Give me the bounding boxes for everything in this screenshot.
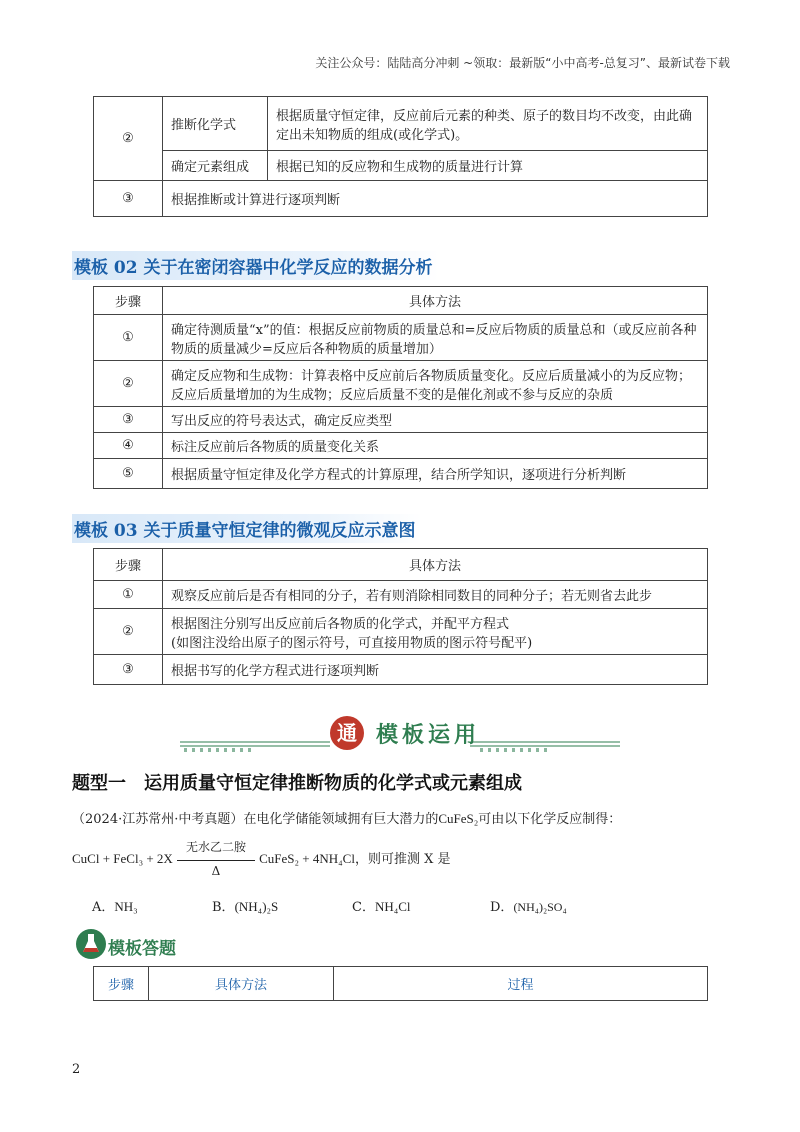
answer-badge-label: 模板答题	[108, 939, 176, 959]
col-header-method: 具体方法	[149, 967, 334, 1001]
option-value: (NH₄)₂SO₄	[513, 900, 567, 914]
intro-formula: CuFeS₂	[438, 811, 479, 826]
section-title: 模板 03 关于质量守恒定律的微观反应示意图	[72, 514, 422, 543]
method-text: 根据已知的反应物和生成物的质量进行计算	[268, 151, 708, 181]
banner-title: 模板运用	[376, 722, 481, 748]
question-type-title: 题型一 运用质量守恒定律推断物质的化学式或元素组成	[72, 773, 522, 794]
option-label: A．	[92, 900, 115, 915]
col-header-process: 过程	[334, 967, 708, 1001]
option-a[interactable]	[92, 896, 138, 915]
option-value: (NH₄)₂S	[234, 899, 279, 914]
col-header-method: 具体方法	[163, 287, 708, 315]
option-b[interactable]	[212, 896, 278, 915]
col-header-method: 具体方法	[163, 549, 708, 581]
eq-left: CuCl + FeCl₃ + 2X	[72, 851, 173, 866]
col-header-step: 步骤	[94, 967, 149, 1001]
method-text: 标注反应前后各物质的质量变化关系	[163, 433, 708, 459]
sub-step-label: 推断化学式	[163, 97, 268, 151]
banner-badge-icon: 通	[330, 716, 364, 750]
step-num: ②	[94, 609, 163, 655]
sub-step-label: 确定元素组成	[163, 151, 268, 181]
method-text: 根据质量守恒定律及化学方程式的计算原理，结合所学知识，逐项进行分析判断	[163, 459, 708, 489]
option-d[interactable]	[490, 896, 567, 915]
method-text: 根据推断或计算进行逐项判断	[163, 181, 708, 217]
eq-condition-bottom: Δ	[211, 864, 221, 878]
eq-right: CuFeS₂ + 4NH₄Cl	[259, 851, 355, 866]
step-num: ③	[94, 181, 163, 217]
method-text: 确定待测质量“x”的值：根据反应前物质的质量总和=反应后物质的质量总和（或反应前各种物质的质量减少=反应后各种物质的质量增加）	[163, 315, 708, 361]
step-num: ⑤	[94, 459, 163, 489]
template01-table-continued	[93, 96, 708, 217]
option-c[interactable]	[352, 896, 411, 915]
answer-table	[93, 966, 708, 1001]
step-num: ③	[94, 407, 163, 433]
col-header-step: 步骤	[94, 549, 163, 581]
answer-badge	[72, 927, 202, 961]
chemical-equation	[72, 840, 451, 878]
intro-text: （2024·江苏常州·中考真题）在电化学储能领域拥有巨大潜力的	[72, 812, 439, 827]
template02-table	[93, 286, 708, 489]
page-header: 关注公众号：陆陆高分冲刺 ~领取：最新版“小中高考-总复习”、最新试卷下载	[315, 56, 730, 70]
option-value: NH₄Cl	[374, 899, 411, 914]
eq-tail: ，则可推测 X 是	[354, 852, 451, 867]
step-num: ②	[94, 97, 163, 181]
option-label: C．	[352, 900, 375, 915]
section-title: 模板 02 关于在密闭容器中化学反应的数据分析	[72, 251, 439, 280]
flask-icon	[76, 927, 106, 961]
step-num: ①	[94, 315, 163, 361]
method-line: (如图注没给出原子的图示符号，可直接用物质的图示符号配平)	[171, 635, 533, 651]
method-line: 根据图注分别写出反应前后各物质的化学式，并配平方程式	[171, 616, 510, 632]
page-number: 2	[72, 1062, 81, 1077]
option-value: NH₃	[114, 899, 138, 914]
method-text: 写出反应的符号表达式，确定反应类型	[163, 407, 708, 433]
step-num: ②	[94, 361, 163, 407]
question-intro	[72, 808, 621, 827]
step-num: ③	[94, 655, 163, 685]
template-usage-banner	[180, 712, 620, 758]
method-text: 观察反应前后是否有相同的分子，若有则消除相同数目的同种分子；若无则省去此步	[163, 581, 708, 609]
option-label: B．	[212, 900, 235, 915]
method-text: 确定反应物和生成物：计算表格中反应前后各物质质量变化。反应后质量减小的为反应物；反应后质量增加的为生成物；反应后质量不变的是催化剂或不参与反应的杂质	[163, 361, 708, 407]
method-text	[163, 609, 708, 655]
intro-text-end: 可由以下化学反应制得：	[478, 812, 622, 827]
option-label: D．	[490, 900, 514, 915]
method-text: 根据质量守恒定律，反应前后元素的种类、原子的数目均不改变，由此确定出未知物质的组成(或化学式)。	[268, 97, 708, 151]
step-num: ④	[94, 433, 163, 459]
col-header-step: 步骤	[94, 287, 163, 315]
eq-arrow	[177, 840, 255, 878]
method-text: 根据书写的化学方程式进行逐项判断	[163, 655, 708, 685]
eq-condition-top: 无水乙二胺	[185, 840, 246, 854]
step-num: ①	[94, 581, 163, 609]
template03-table	[93, 548, 708, 685]
